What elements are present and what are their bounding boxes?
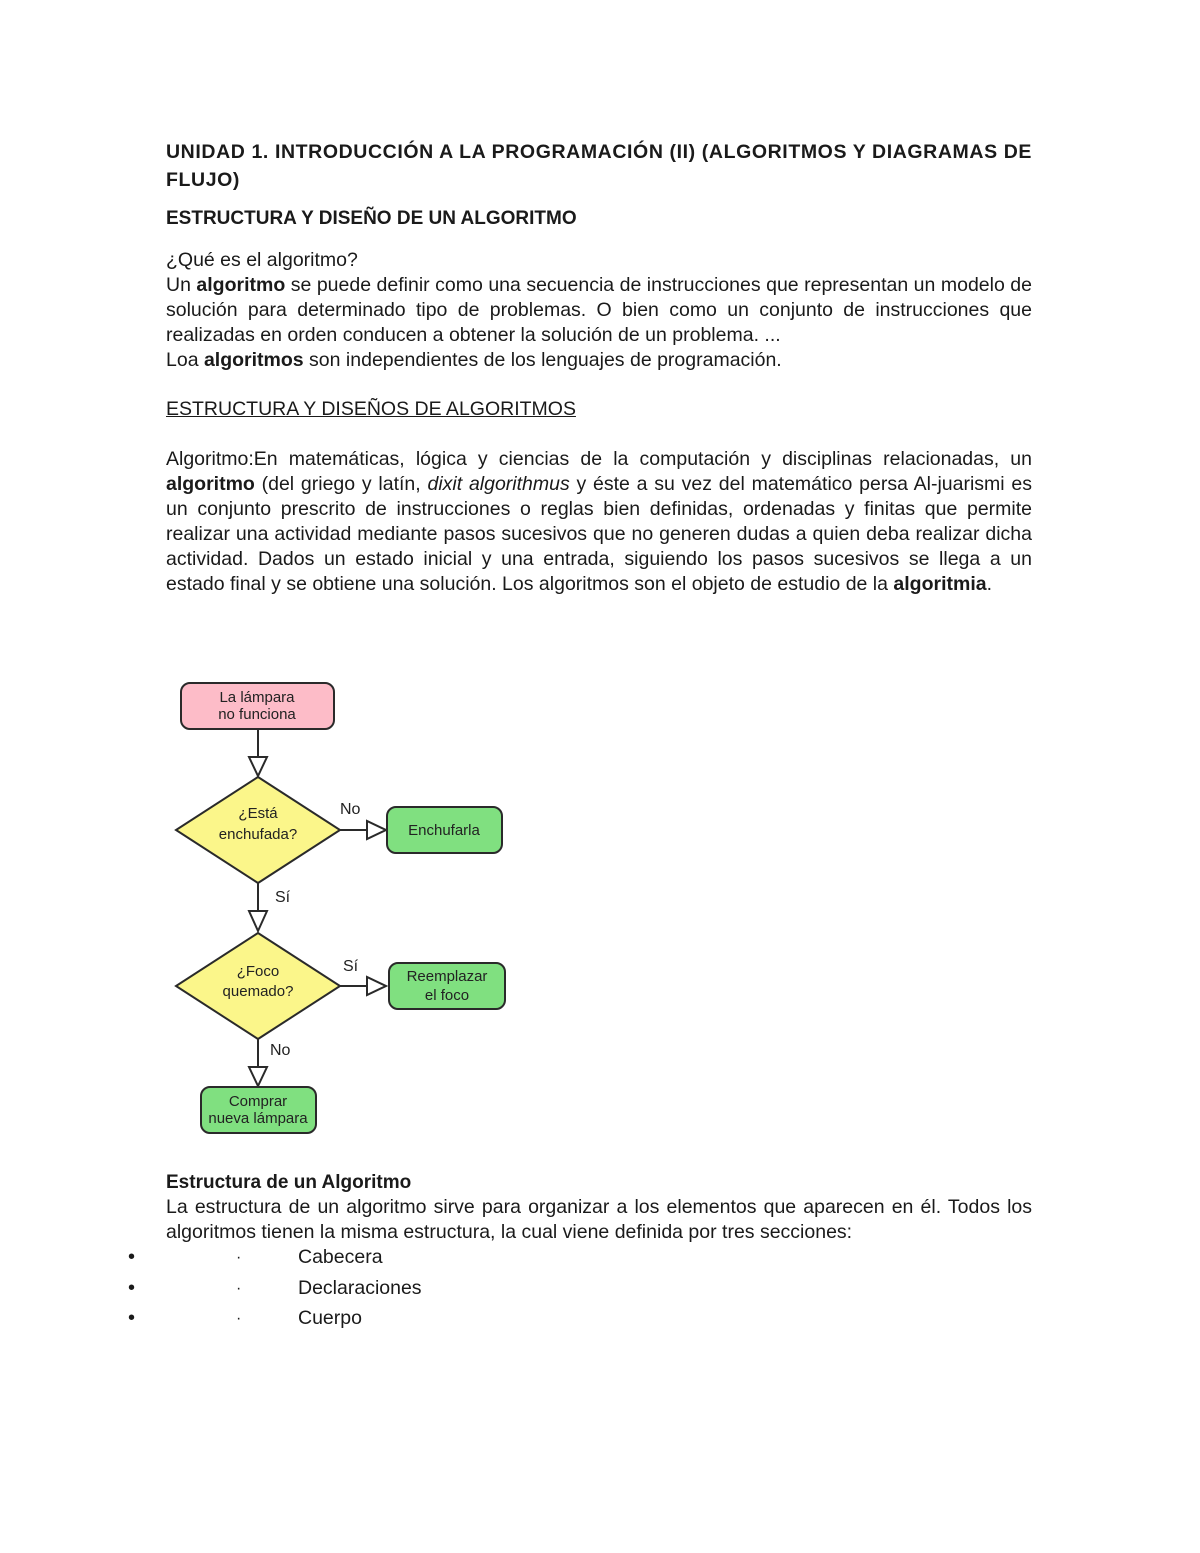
bullet-icon: •	[128, 1307, 136, 1329]
decision-1-label-2: enchufada?	[218, 826, 298, 843]
text-run: .	[986, 573, 993, 595]
middle-dot-icon: ·	[236, 1249, 242, 1266]
italic-term: dixit algorithmus	[427, 473, 570, 495]
sections-list	[0, 1245, 1200, 1337]
action-enchufarla-label: Enchufarla	[408, 822, 480, 839]
arrowhead-icon	[249, 1067, 267, 1086]
intro-paragraph	[166, 273, 1032, 348]
action-reemplazar-label-2: el foco	[424, 987, 470, 1004]
intro-paragraph-2	[166, 348, 1032, 373]
arrowhead-icon	[249, 911, 267, 931]
arrowhead-icon	[249, 757, 267, 776]
decision-2-label-1: ¿Foco	[236, 963, 280, 980]
arrowhead-icon	[367, 977, 386, 995]
document-title: UNIDAD 1. INTRODUCCIÓN A LA PROGRAMACIÓN (II) (ALGORITMOS Y DIAGRAMAS DE FLUJO)	[166, 141, 1032, 191]
text-run: Algoritmo:En matemáticas, lógica y ciencias de la computación y disciplinas relacionadas, un	[166, 448, 1032, 470]
flowchart-start-label-1: La lámpara	[219, 689, 295, 706]
structure-heading: Estructura de un Algoritmo	[166, 1172, 412, 1193]
decision-1-yes-label: Sí	[275, 889, 291, 906]
action-reemplazar-label-1: Reemplazar	[406, 968, 488, 985]
text-run: y éste a su vez del matemático persa Al-juarismi es un conjunto prescrito de instrucciones o reglas bien definidas, ordenadas y finitas que permite realizar una actividad mediante pasos sucesivos que no generen dudas a quien deba realizar dicha actividad. Dados un estado inicial y una entrada, siguiendo los pasos sucesivos se llega a un estado final y se obtiene una solución. Los algoritmos son el objeto de estudio de la	[166, 473, 1032, 595]
subsection-heading: ESTRUCTURA Y DISEÑOS DE ALGORITMOS	[166, 398, 576, 420]
bold-term: algoritmos	[203, 349, 304, 371]
list-item	[0, 1276, 1200, 1307]
middle-dot-icon: ·	[236, 1310, 242, 1327]
middle-dot-icon: ·	[236, 1279, 242, 1297]
structure-paragraph: La estructura de un algoritmo sirve para organizar a los elementos que aparecen en él. Todos los algoritmos tienen la misma estructura, la cual viene definida por tres secciones:	[166, 1196, 1032, 1243]
decision-2-label-2: quemado?	[222, 983, 294, 1000]
list-item	[0, 1245, 1200, 1276]
text-run: son independientes de los lenguajes de programación.	[303, 349, 782, 371]
arrowhead-icon	[367, 821, 386, 839]
decision-1-label-1: ¿Está	[238, 805, 278, 822]
decision-2-no-label: No	[270, 1042, 291, 1059]
end-label-2: nueva lámpara	[208, 1110, 308, 1127]
list-item-label: Cuerpo	[298, 1307, 362, 1329]
decision-2-yes-label: Sí	[343, 958, 359, 975]
text-run: (del griego y latín,	[254, 473, 428, 495]
end-label-1: Comprar	[228, 1093, 288, 1110]
flowchart-diagram	[170, 675, 515, 1145]
intro-question: ¿Qué es el algoritmo?	[166, 249, 358, 271]
decision-1-no-label: No	[340, 801, 361, 818]
bullet-icon: •	[128, 1276, 136, 1299]
section-heading: ESTRUCTURA Y DISEÑO DE UN ALGORITMO	[166, 208, 577, 229]
structure-section	[166, 1170, 1032, 1245]
bullet-icon: •	[128, 1246, 136, 1268]
document-body	[166, 138, 1032, 597]
text-run: Loa	[166, 349, 204, 371]
list-item-label: Cabecera	[298, 1246, 383, 1268]
list-item	[0, 1306, 1200, 1337]
list-item-label: Declaraciones	[298, 1276, 422, 1299]
text-run: se puede definir como una secuencia de instrucciones que representan un modelo de solución para determinado tipo de problemas. O bien como un conjunto de instrucciones que realizadas en orden conducen a obtener la solución de un problema. ...	[166, 274, 1032, 346]
text-run: Un	[166, 274, 197, 296]
bold-term: algoritmo	[196, 274, 286, 296]
definition-paragraph	[166, 447, 1032, 597]
bold-term: algoritmo	[166, 473, 255, 495]
flowchart-start-label-2: no funciona	[218, 706, 296, 723]
bold-term: algoritmia	[893, 573, 987, 595]
